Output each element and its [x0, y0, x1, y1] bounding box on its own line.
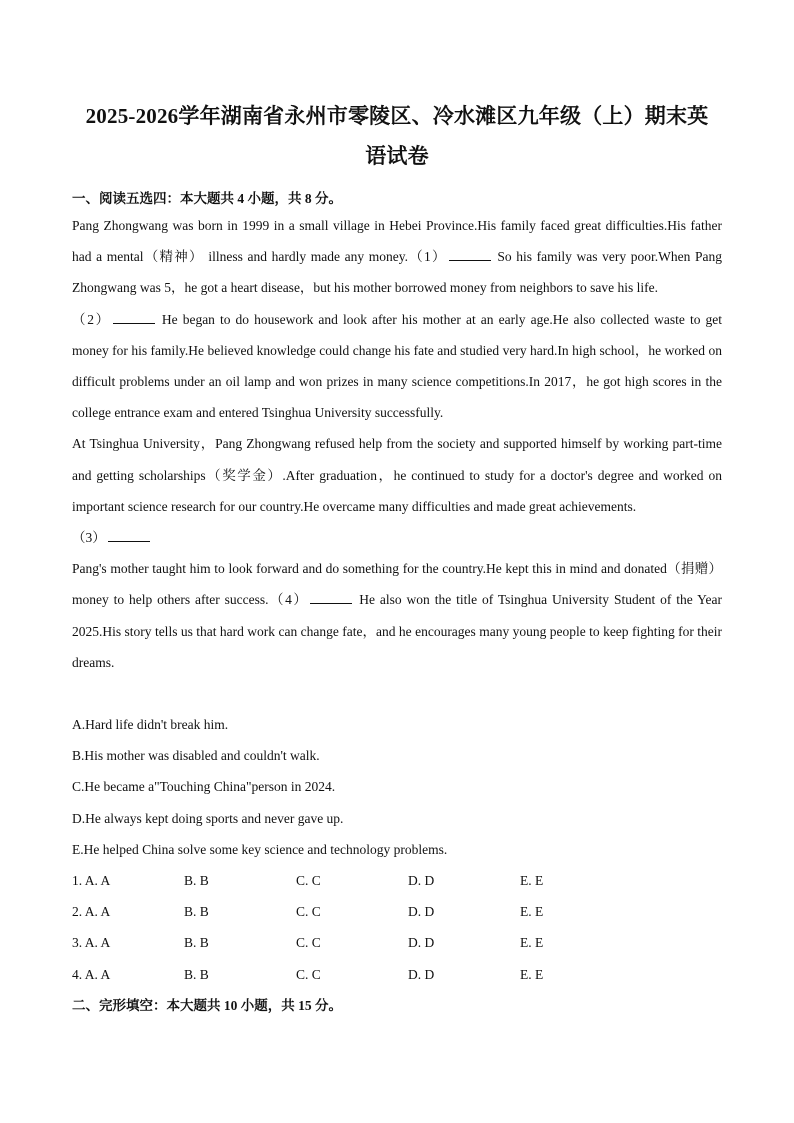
option-b: B.His mother was disabled and couldn't walk.: [72, 748, 320, 764]
question-2-choice-a[interactable]: 2. A. A: [72, 904, 111, 920]
answer-blank-1: [449, 248, 491, 261]
passage-text: So his family was very poor.When Pang Zhongwang was 5，he got a heart disease，but his mother borrowed money from neighbors to save his life.: [72, 249, 722, 296]
option-d: D.He always kept doing sports and never gave up.: [72, 810, 344, 826]
answer-blank-2: [113, 311, 155, 324]
question-3-choice-d[interactable]: D. D: [408, 935, 435, 951]
question-4-choice-e[interactable]: E. E: [520, 966, 544, 982]
question-4-choice-d[interactable]: D. D: [408, 966, 435, 982]
answer-blank-3: [108, 529, 150, 542]
passage-text: At Tsinghua University，Pang Zhongwang refused help from the society and supported himself by working part-time and getting scholarships（奖学金）.After graduation，he continued to study for a doctor's degree and worked on important science research for our country.He overcame many difficulties and made great achievements.: [72, 436, 722, 514]
question-4-choice-b[interactable]: B. B: [184, 966, 209, 982]
passage-paragraph-3: [72, 553, 722, 678]
spacer: [72, 678, 722, 709]
blank-label-2: （2）: [72, 311, 111, 327]
option-e: E.He helped China solve some key science and technology problems.: [72, 841, 448, 857]
question-4-choice-c[interactable]: C. C: [296, 966, 321, 982]
question-row: [72, 865, 722, 896]
question-1-choice-d[interactable]: D. D: [408, 873, 435, 889]
question-3-choice-e[interactable]: E. E: [520, 935, 544, 951]
page-title: [72, 96, 722, 176]
question-2-choice-b[interactable]: B. B: [184, 904, 209, 920]
question-row: [72, 927, 722, 958]
title-line-1: 2025-2026学年湖南省永州市零陵区、冷水滩区九年级（上）期末英: [85, 104, 709, 128]
passage-text: Pang's mother taught him to look forward and do something for the country.He kept this in mind and donated（捐赠） money to help others after success.（4）: [72, 561, 722, 608]
exam-page: [72, 96, 722, 1021]
question-1-choice-a[interactable]: 1. A. A: [72, 873, 111, 889]
question-row: [72, 896, 722, 927]
question-2-choice-e[interactable]: E. E: [520, 904, 544, 920]
passage-paragraph-2: [72, 428, 722, 553]
passage-paragraph-1: [72, 210, 722, 428]
option-a: A.Hard life didn't break him.: [72, 717, 229, 733]
question-2-choice-d[interactable]: D. D: [408, 904, 435, 920]
blank-label-3: （3）: [72, 530, 106, 546]
option-c: C.He became a"Touching China"person in 2024.: [72, 779, 336, 795]
question-list: [72, 865, 722, 990]
question-1-choice-c[interactable]: C. C: [296, 873, 321, 889]
options-list: [72, 709, 722, 865]
question-3-choice-b[interactable]: B. B: [184, 935, 209, 951]
question-1-choice-b[interactable]: B. B: [184, 873, 209, 889]
answer-blank-4: [310, 591, 352, 604]
section-2-heading: 二、完形填空：本大题共 10 小题，共 15 分。: [72, 997, 342, 1013]
passage-text: He began to do housework and look after his mother at an early age.He also collected waste to get money for his family.He believed knowledge could change his fate and studied very hard.In high school，he worked on difficult problems under an oil lamp and won prizes in many science competitions.In 2017，he got high scores in the college entrance exam and entered Tsinghua University successfully.: [72, 311, 722, 421]
question-row: [72, 959, 722, 990]
passage-text: He also won the title of Tsinghua University Student of the Year 2025.His story tells us that hard work can change fate，and he encourages many young people to keep fighting for their dreams.: [72, 592, 722, 670]
title-line-2: 语试卷: [365, 144, 429, 168]
question-3-choice-c[interactable]: C. C: [296, 935, 321, 951]
question-1-choice-e[interactable]: E. E: [520, 873, 544, 889]
passage-text: Pang Zhongwang was born in 1999 in a small village in Hebei Province.His family faced great difficulties.His father had a mental（精神） illness and hardly made any money.（1）: [72, 218, 722, 265]
section-1-heading: 一、阅读五选四：本大题共 4 小题，共 8 分。: [72, 191, 342, 206]
question-2-choice-c[interactable]: C. C: [296, 904, 321, 920]
question-3-choice-a[interactable]: 3. A. A: [72, 935, 111, 951]
question-4-choice-a[interactable]: 4. A. A: [72, 966, 111, 982]
